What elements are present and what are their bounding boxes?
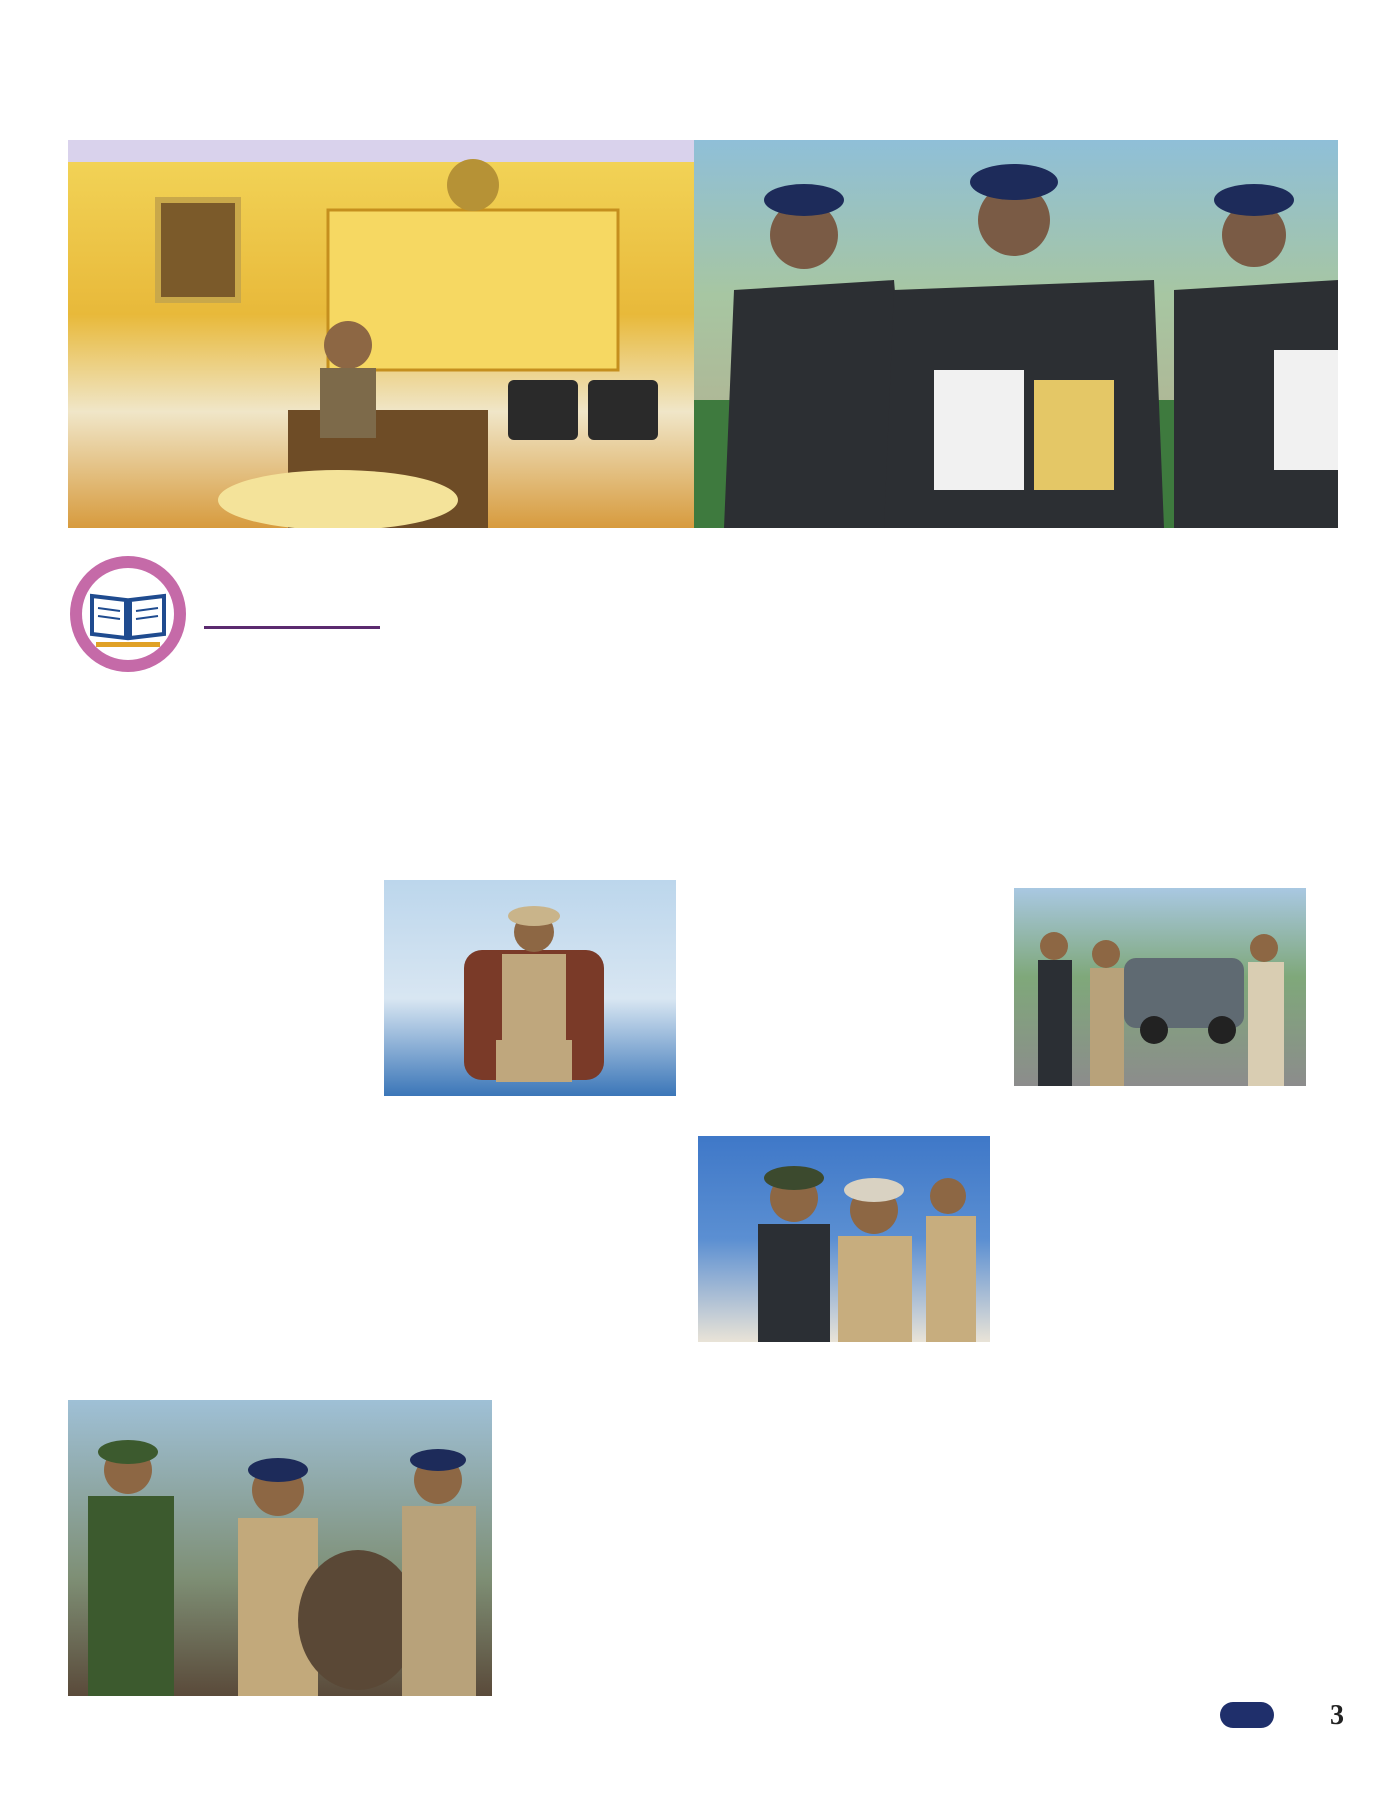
article-column-4 [1014, 552, 1306, 886]
photo-officials-seated [698, 1136, 990, 1342]
hero-photo-ceremony [68, 140, 694, 528]
article-column-3 [698, 552, 990, 1132]
hero-soldiers-illustration [694, 140, 1338, 528]
photo-seated-officer [384, 880, 676, 1096]
section-divider [204, 626, 380, 629]
article-column-2-continued [506, 1400, 676, 1696]
article-column-2 [384, 1108, 676, 1392]
photo-officers-vehicle [1014, 888, 1306, 1086]
hero-photo-soldiers [694, 140, 1338, 528]
publication-logo [1220, 1702, 1274, 1728]
section-badge [66, 552, 190, 676]
article-column-1 [68, 880, 360, 1390]
article-column-4-lower [1014, 1100, 1306, 1694]
photo-gift-handover [68, 1400, 492, 1696]
page-number: 3 [1330, 1700, 1344, 1731]
officials-seated-illustration [698, 1136, 990, 1342]
article-column-3-lower [698, 1354, 990, 1694]
officers-vehicle-illustration [1014, 888, 1306, 1086]
seated-officer-illustration [384, 880, 676, 1096]
gift-handover-illustration [68, 1400, 492, 1696]
hero-ceremony-illustration [68, 140, 694, 528]
